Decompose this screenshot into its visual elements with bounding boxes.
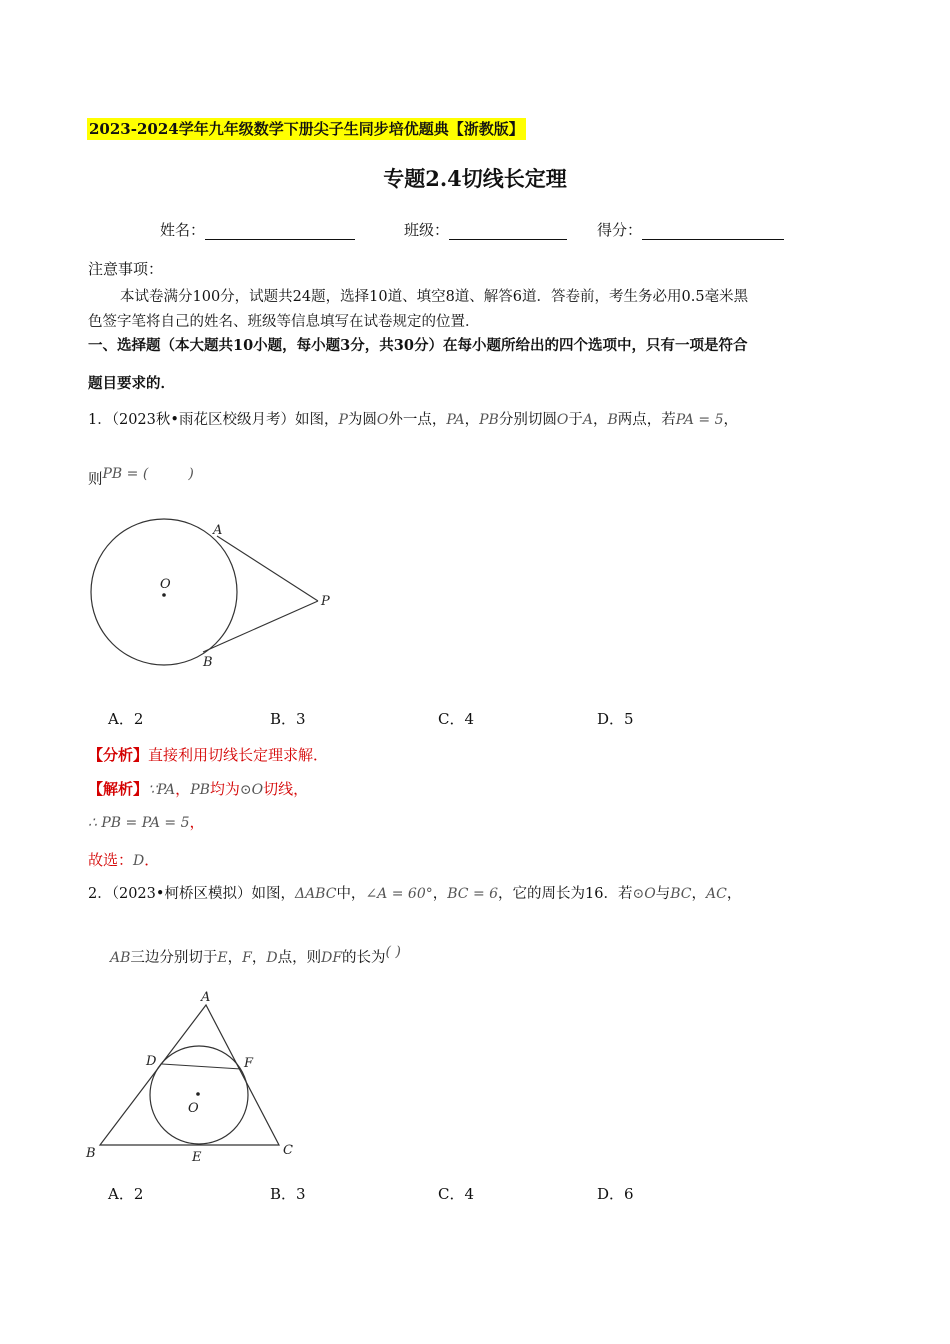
q2-triangle bbox=[100, 1005, 279, 1145]
solution-text: ， bbox=[189, 813, 205, 831]
q1-math-P: P bbox=[338, 412, 348, 428]
q2-label-B: B bbox=[86, 1146, 96, 1161]
solution-step-math: ∴ PB = PA = 5 bbox=[88, 815, 190, 831]
series-banner: 2023-2024学年九年级数学下册尖子生同步培优题典【浙教版】 bbox=[89, 120, 524, 138]
q1-tangent-PB bbox=[203, 601, 318, 652]
q2-option-d[interactable]: D．6 bbox=[597, 1185, 634, 1203]
page-title: 专题2.4切线长定理 bbox=[383, 166, 567, 191]
section-heading-line-1: 一、选择题（本大题共10小题，每小题3分，共30分）在每小题所给出的四个选项中，只有一项是符合 bbox=[88, 337, 748, 354]
q1-center-dot bbox=[162, 593, 166, 597]
q1-tangent-PA bbox=[217, 536, 318, 601]
q2-math-angle: ∠A = 60° bbox=[365, 886, 433, 902]
q2-math-BC6: BC = 6 bbox=[447, 886, 499, 902]
q1-text: 如图， bbox=[294, 412, 339, 428]
notice-line-2: 色签字笔将自己的姓名、班级等信息填写在试卷规定的位置． bbox=[88, 314, 480, 330]
q2-stem-line-2 bbox=[110, 946, 401, 970]
q2-label-A: A bbox=[201, 990, 211, 1005]
q1-text: 于 bbox=[568, 412, 583, 428]
q1-source: （2023秋•雨花区校级月考） bbox=[111, 412, 295, 428]
q2-option-b[interactable]: B．3 bbox=[270, 1185, 306, 1203]
q1-text: 则 bbox=[88, 472, 103, 488]
q2-text: 与 bbox=[655, 886, 671, 902]
q2-text: 的长为 bbox=[342, 950, 386, 966]
q2-math-D: D bbox=[266, 950, 278, 966]
q2-math-tri: ΔABC bbox=[294, 886, 337, 902]
q1-math-A: A bbox=[582, 412, 593, 428]
class-label: 班级： bbox=[404, 221, 450, 239]
q1-math-PA5: PA = 5 bbox=[675, 412, 724, 428]
q1-math-paren: ) bbox=[188, 466, 194, 482]
q2-text: ， bbox=[227, 950, 243, 966]
q2-math-paren: ( ) bbox=[385, 944, 401, 960]
notice-heading: 注意事项： bbox=[88, 260, 164, 278]
q1-math-PB-eq: PB = ( bbox=[102, 466, 149, 482]
q2-math-BC: BC bbox=[670, 886, 692, 902]
q2-label-E: E bbox=[192, 1150, 202, 1165]
class-blank[interactable] bbox=[449, 225, 567, 240]
q1-math-PA: PA bbox=[446, 412, 465, 428]
q1-number: 1． bbox=[88, 412, 112, 428]
q2-figure bbox=[82, 985, 307, 1165]
q2-math-AB: AB bbox=[110, 950, 131, 966]
q2-math-F: F bbox=[242, 950, 252, 966]
choice-text: ． bbox=[144, 851, 160, 869]
name-label: 姓名： bbox=[160, 221, 206, 239]
q1-stem bbox=[88, 408, 738, 432]
section-heading-line-2: 题目要求的． bbox=[88, 375, 175, 392]
q2-option-a[interactable]: A．2 bbox=[108, 1185, 144, 1203]
q2-label-C: C bbox=[283, 1143, 293, 1158]
notice-line-1: 本试卷满分100分，试题共24题，选择10道、填空8道、解答6道．答卷前，考生务必用0.5毫米黑 bbox=[120, 289, 749, 305]
name-field[interactable] bbox=[160, 219, 355, 240]
q1-circle bbox=[91, 519, 237, 665]
q1-option-a[interactable]: A．2 bbox=[108, 710, 144, 728]
solution-text: 均为 bbox=[209, 780, 240, 798]
q2-math-DF: DF bbox=[321, 950, 343, 966]
solution-text: 切线， bbox=[263, 780, 309, 798]
q2-label-D: D bbox=[146, 1054, 157, 1069]
q2-label-F: F bbox=[244, 1056, 254, 1071]
q1-text: ， bbox=[464, 412, 480, 428]
q1-option-c[interactable]: C．4 bbox=[438, 710, 475, 728]
score-field[interactable] bbox=[597, 219, 784, 240]
q2-stem bbox=[88, 882, 741, 906]
q1-choice bbox=[88, 848, 159, 873]
q1-text: 分别切圆 bbox=[498, 412, 557, 428]
q2-math-circle: ⊙O bbox=[632, 886, 656, 902]
q1-figure bbox=[85, 515, 345, 675]
analysis-tag: 【分析】 bbox=[88, 746, 149, 764]
solution-tag: 【解析】 bbox=[88, 780, 149, 798]
q1-label-B: B bbox=[203, 655, 213, 670]
solution-text: ， bbox=[175, 780, 191, 798]
solution-math-3: ⊙O bbox=[239, 782, 264, 798]
q1-label-A: A bbox=[213, 523, 223, 538]
q2-source: （2023•柯桥区模拟） bbox=[111, 886, 252, 902]
q2-math-E: E bbox=[217, 950, 228, 966]
q2-text: 如图， bbox=[251, 886, 295, 902]
q1-math-B: B bbox=[607, 412, 618, 428]
q2-center-dot bbox=[196, 1092, 200, 1096]
class-field[interactable] bbox=[404, 219, 567, 240]
solution-math-1: ∵PA bbox=[148, 782, 176, 798]
q2-label-O: O bbox=[188, 1101, 199, 1116]
q2-text: 点，则 bbox=[277, 950, 322, 966]
q2-number: 2． bbox=[88, 886, 112, 902]
q1-math-O: O bbox=[376, 412, 389, 428]
choice-tag: 故选： bbox=[88, 851, 134, 869]
q1-text: ， bbox=[592, 412, 608, 428]
choice-math: D bbox=[133, 853, 145, 869]
score-label: 得分： bbox=[597, 221, 643, 239]
q1-math-PB: PB bbox=[479, 412, 499, 428]
q2-text: ，它的周长为16．若 bbox=[498, 886, 633, 902]
name-blank[interactable] bbox=[205, 225, 355, 240]
q1-text: 两点，若 bbox=[617, 412, 676, 428]
q2-text: ， bbox=[432, 886, 448, 902]
q1-text: 为圆 bbox=[347, 412, 377, 428]
q1-text: 外一点， bbox=[388, 412, 447, 428]
q2-text: 中， bbox=[336, 886, 366, 902]
q2-text: ， bbox=[251, 950, 267, 966]
q1-math-O2: O bbox=[556, 412, 569, 428]
q2-text: 三边分别切于 bbox=[130, 950, 218, 966]
q1-option-b[interactable]: B．3 bbox=[270, 710, 306, 728]
q1-label-P: P bbox=[321, 594, 330, 609]
score-blank[interactable] bbox=[642, 225, 784, 240]
analysis-text: 直接利用切线长定理求解． bbox=[148, 746, 329, 764]
q2-option-c[interactable]: C．4 bbox=[438, 1185, 475, 1203]
solution-math-2: PB bbox=[190, 782, 210, 798]
q1-solution-step bbox=[88, 810, 205, 835]
q2-segment-DF bbox=[162, 1064, 241, 1069]
q1-label-O: O bbox=[160, 577, 171, 592]
q1-text: ， bbox=[723, 412, 739, 428]
q1-option-d[interactable]: D．5 bbox=[597, 710, 634, 728]
q2-text: ， bbox=[726, 886, 742, 902]
q1-analysis bbox=[88, 743, 328, 767]
q1-stem-line-2 bbox=[88, 468, 194, 492]
q1-solution bbox=[88, 777, 308, 802]
q2-math-AC: AC bbox=[705, 886, 727, 902]
q2-text: ， bbox=[691, 886, 706, 902]
